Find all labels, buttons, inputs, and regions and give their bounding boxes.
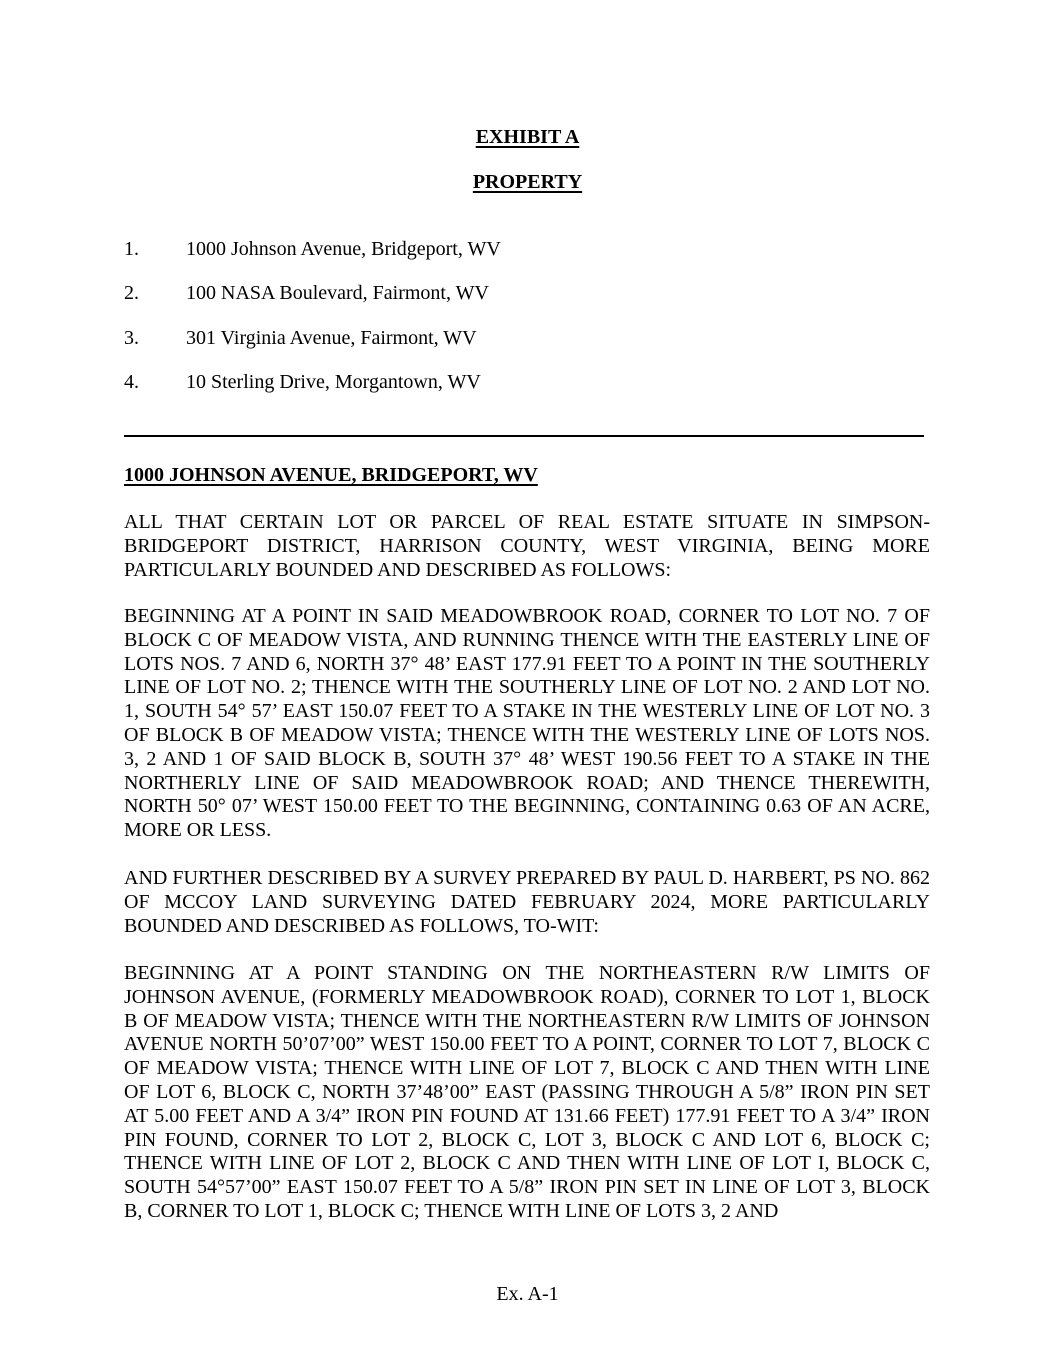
list-number: 3. — [124, 326, 139, 349]
paragraph-survey-description: BEGINNING AT A POINT STANDING ON THE NORTHEASTERN R/W LIMITS OF JOHNSON AVENUE, (FORMERLY MEADOWBROOK ROAD), CORNER TO LOT 1, BLOCK B OF MEADOW VISTA; THENCE WITH THE NORTHEASTERN R/W LIMITS OF JOHNSON AVENUE NORTH 50’07’00” WEST 150.00 FEET TO A POINT, CORNER TO LOT 7, BLOCK C OF MEADOW VISTA; THENCE WITH LINE OF LOT 7, BLOCK C AND THEN WITH LINE OF LOT 6, BLOCK C, NORTH 37’48’00” EAST (PASSING THROUGH A 5/8” IRON PIN SET AT 5.00 FEET AND A 3/4” IRON PIN FOUND AT 131.66 FEET) 177.91 FEET TO A 3/4” IRON PIN FOUND, CORNER TO LOT 2, BLOCK C, LOT 3, BLOCK C AND LOT 6, BLOCK C; THENCE WITH LINE OF LOT 2, BLOCK C AND THEN WITH LINE OF LOT I, BLOCK C, SOUTH 54°57’00” EAST 150.07 FEET TO A 5/8” IRON PIN SET IN LINE OF LOT 3, BLOCK B, CORNER TO LOT 1, BLOCK C; THENCE WITH LINE OF LOTS 3, 2 AND — [124, 962, 930, 1222]
property-address: 1000 Johnson Avenue, Bridgeport, WV — [186, 238, 501, 260]
exhibit-title: EXHIBIT A — [475, 126, 580, 148]
paragraph-intro: ALL THAT CERTAIN LOT OR PARCEL OF REAL ESTATE SITUATE IN SIMPSON-BRIDGEPORT DISTRICT, HARRISON COUNTY, WEST VIRGINIA, BEING MORE PARTICULARLY BOUNDED AND DESCRIBED AS FOLLOWS: — [124, 511, 930, 581]
list-item — [124, 370, 930, 414]
list-number: 4. — [124, 370, 139, 393]
list-item — [124, 281, 930, 325]
section-title: 1000 JOHNSON AVENUE, BRIDGEPORT, WV — [124, 464, 538, 486]
list-item — [124, 237, 930, 281]
paragraph-survey-reference: AND FURTHER DESCRIBED BY A SURVEY PREPARED BY PAUL D. HARBERT, PS NO. 862 OF MCCOY LAND SURVEYING DATED FEBRUARY 2024, MORE PARTICULARLY BOUNDED AND DESCRIBED AS FOLLOWS, TO-WIT: — [124, 867, 930, 937]
list-item — [124, 326, 930, 370]
property-list — [124, 237, 930, 414]
horizontal-divider — [124, 435, 924, 437]
property-address: 301 Virginia Avenue, Fairmont, WV — [186, 326, 477, 349]
page-number: Ex. A-1 — [496, 1283, 559, 1305]
exhibit-subtitle: PROPERTY — [472, 171, 583, 193]
property-address: 10 Sterling Drive, Morgantown, WV — [186, 370, 481, 393]
paragraph-legal-description: BEGINNING AT A POINT IN SAID MEADOWBROOK ROAD, CORNER TO LOT NO. 7 OF BLOCK C OF MEADOW VISTA, AND RUNNING THENCE WITH THE EASTERLY LINE OF LOTS NOS. 7 AND 6, NORTH 37° 48’ EAST 177.91 FEET TO A POINT IN THE SOUTHERLY LINE OF LOT NO. 2; THENCE WITH THE SOUTHERLY LINE OF LOT NO. 2 AND LOT NO. 1, SOUTH 54° 57’ EAST 150.07 FEET TO A STAKE IN THE WESTERLY LINE OF LOT NO. 3 OF BLOCK B OF MEADOW VISTA; THENCE WITH THE WESTERLY LINE OF LOTS NOS. 3, 2 AND 1 OF SAID BLOCK B, SOUTH 37° 48’ WEST 190.56 FEET TO A STAKE IN THE NORTHERLY LINE OF SAID MEADOWBROOK ROAD; AND THENCE THEREWITH, NORTH 50° 07’ WEST 150.00 FEET TO THE BEGINNING, CONTAINING 0.63 OF AN ACRE, MORE OR LESS. — [124, 605, 930, 842]
property-address: 100 NASA Boulevard, Fairmont, WV — [186, 282, 489, 305]
list-number: 2. — [124, 282, 139, 305]
list-number: 1. — [124, 238, 139, 260]
